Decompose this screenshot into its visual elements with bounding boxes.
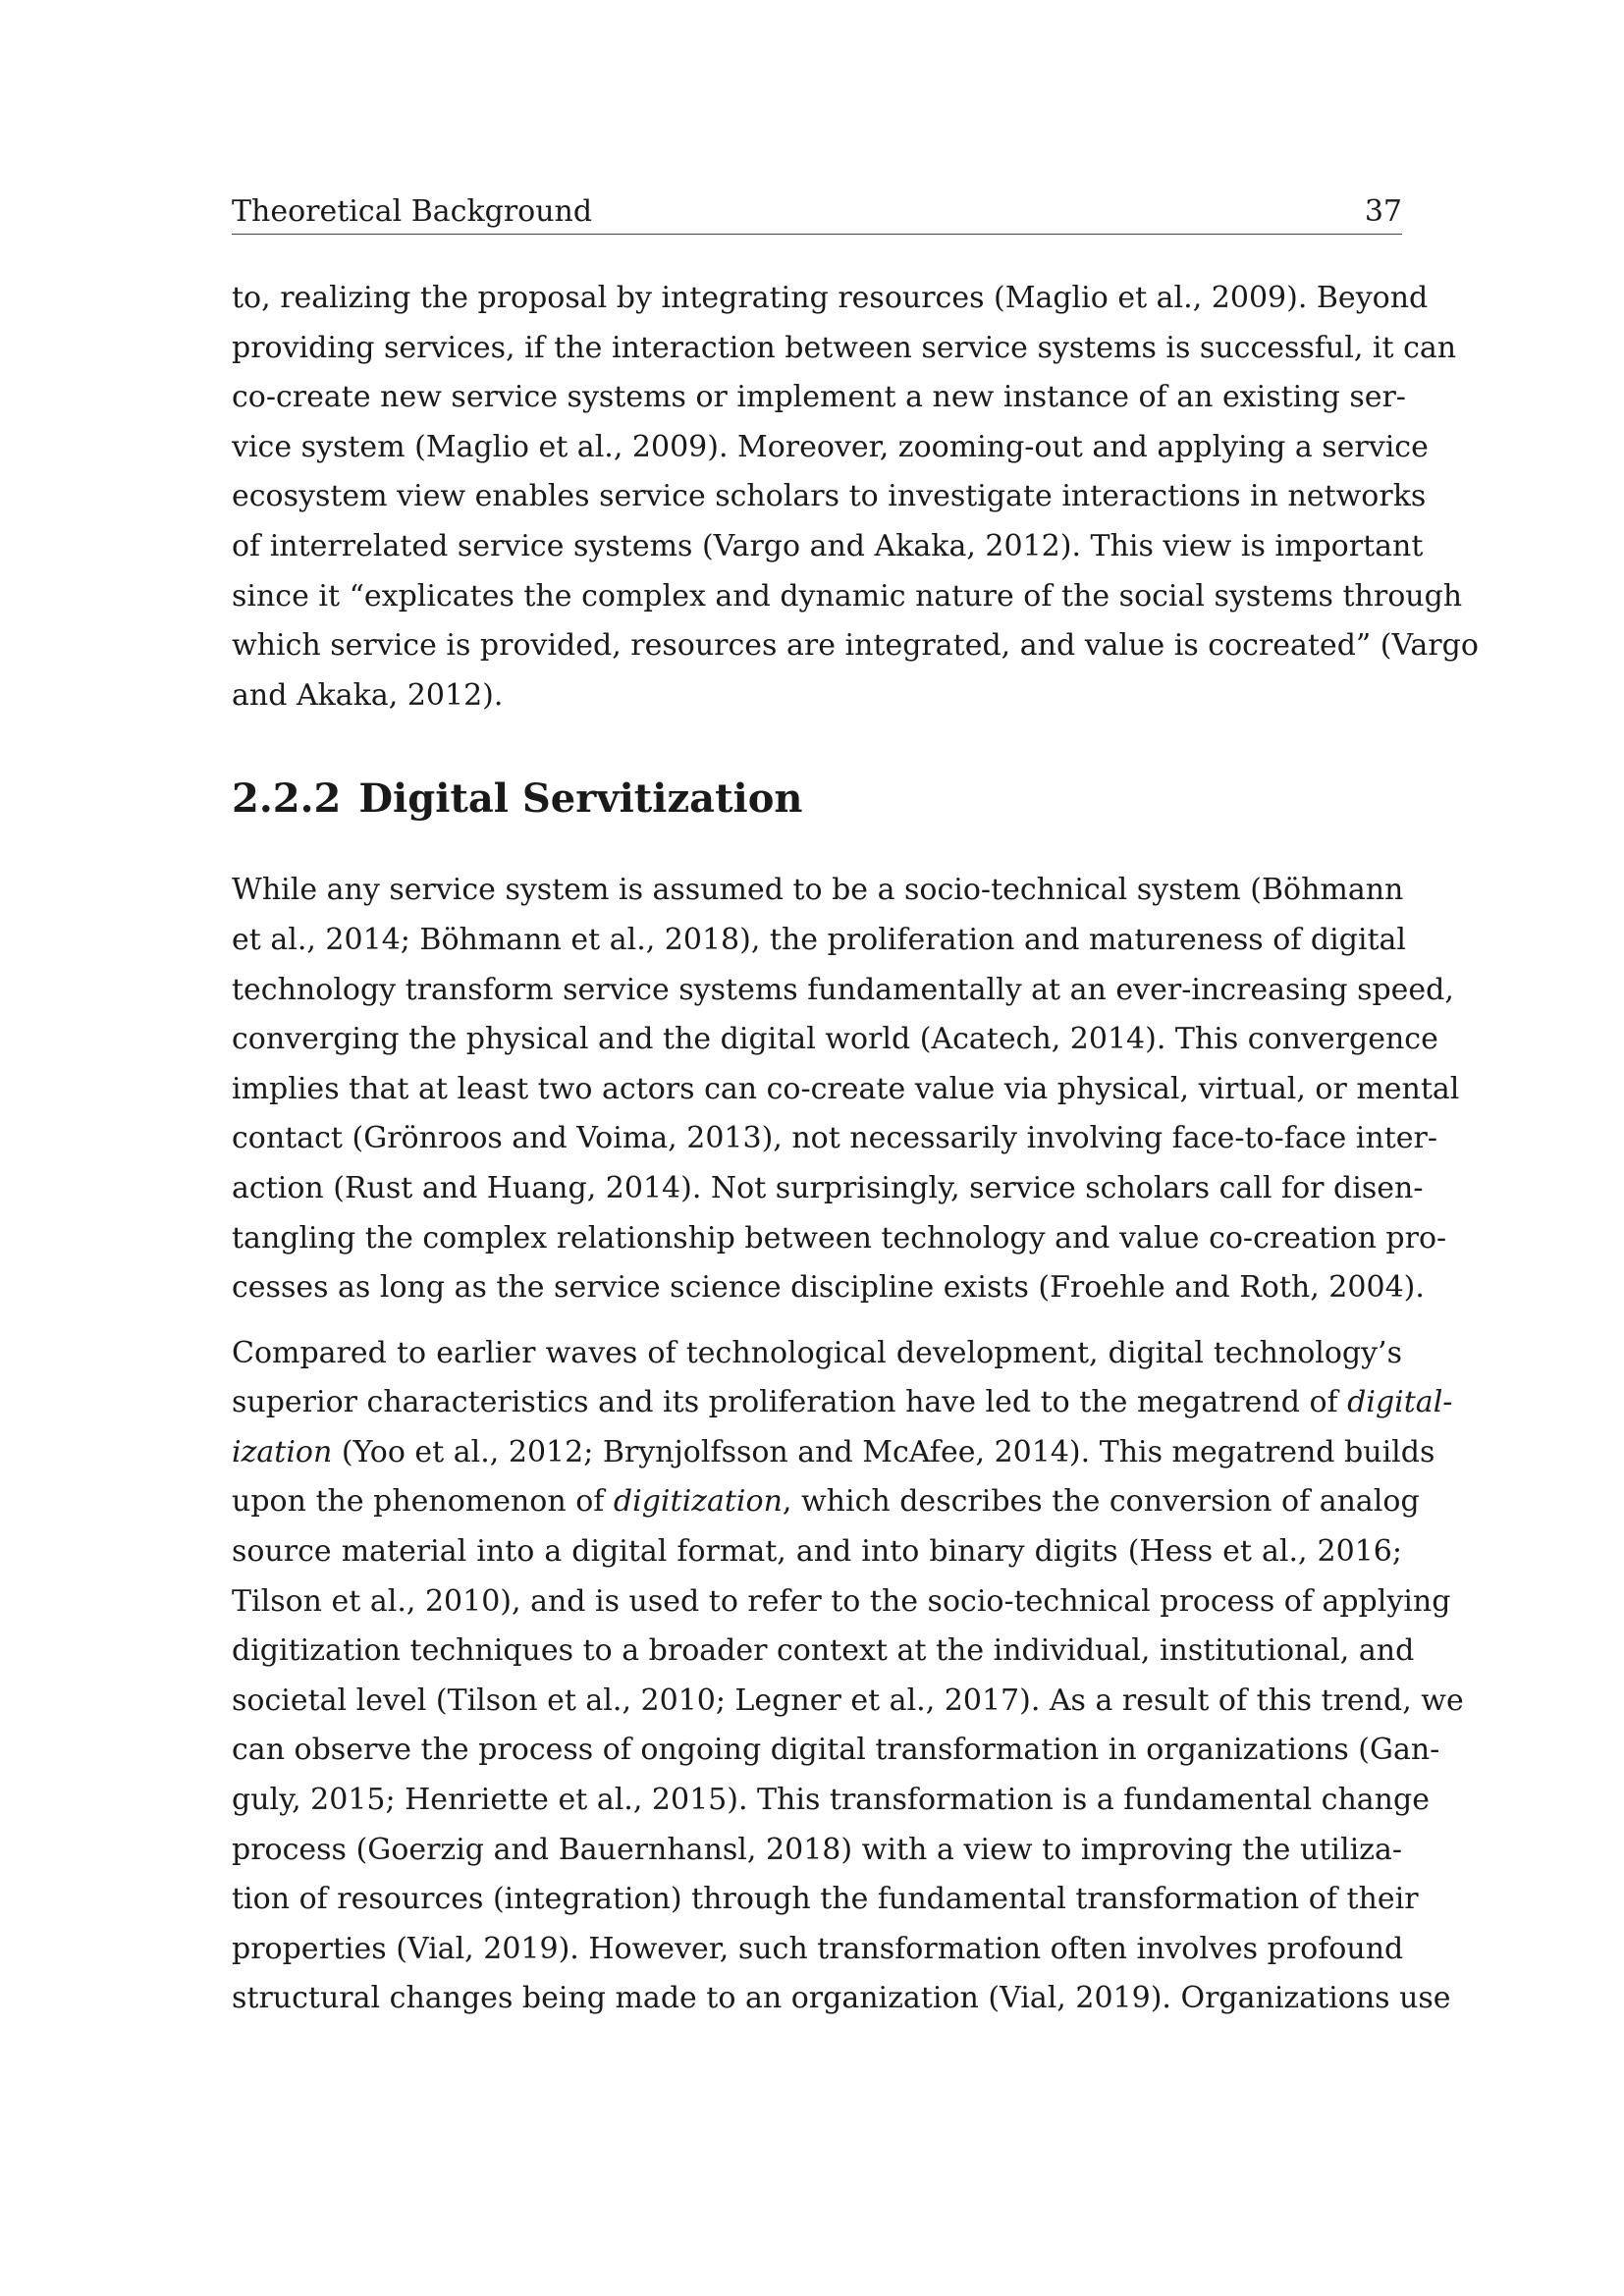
text-line: converging the physical and the digital world (Acatech, 2014). This convergence xyxy=(232,1022,1438,1057)
text-line: providing services, if the interaction between service systems is successful, it can xyxy=(232,330,1457,365)
text-line: Tilson et al., 2010), and is used to refer to the socio-technical process of applying xyxy=(232,1583,1451,1619)
text-line: digitization techniques to a broader context at the individual, institutional, and xyxy=(232,1633,1415,1669)
text-line: and Akaka, 2012). xyxy=(232,677,504,713)
paragraph-1 xyxy=(232,866,1460,1312)
text-line: structural changes being made to an organization (Vial, 2019). Organizations use xyxy=(232,1981,1451,2016)
body-text xyxy=(232,274,1479,2024)
section-heading xyxy=(232,772,1402,827)
text-segment: , which describes the conversion of analog xyxy=(782,1484,1420,1520)
header-title: Theoretical Background xyxy=(232,194,593,229)
text-line: vice system (Maglio et al., 2009). Moreover, zooming-out and applying a service xyxy=(232,429,1429,464)
section-title: Digital Servitization xyxy=(358,775,803,823)
running-header xyxy=(232,192,1402,235)
text-line: since it “explicates the complex and dynamic nature of the social systems through xyxy=(232,578,1463,614)
text-line: source material into a digital format, and into binary digits (Hess et al., 2016; xyxy=(232,1534,1402,1570)
text-line: action (Rust and Huang, 2014). Not surprisingly, service scholars call for disen- xyxy=(232,1170,1424,1205)
text-line: which service is provided, resources are integrated, and value is cocreated” (Vargo xyxy=(232,628,1479,664)
paragraph-continuation xyxy=(232,274,1479,721)
text-line: tion of resources (integration) through the fundamental transformation of their xyxy=(232,1882,1419,1917)
text-line: societal level (Tilson et al., 2010; Legner et al., 2017). As a result of this trend, we xyxy=(232,1682,1464,1718)
italic-term: digitization xyxy=(613,1484,783,1520)
text-line: cesses as long as the service science discipline exists (Froehle and Roth, 2004). xyxy=(232,1270,1425,1306)
page xyxy=(232,192,1479,2040)
text-line: et al., 2014; Böhmann et al., 2018), the proliferation and matureness of digital xyxy=(232,922,1407,957)
paragraph-2 xyxy=(232,1329,1464,2024)
text-line: contact (Grönroos and Voima, 2013), not necessarily involving face-to-face inter- xyxy=(232,1121,1437,1156)
text-line xyxy=(232,1428,1435,1478)
text-segment: upon the phenomenon of xyxy=(232,1484,614,1520)
text-line: guly, 2015; Henriette et al., 2015). This transformation is a fundamental change xyxy=(232,1783,1430,1818)
text-segment: superior characteristics and its proliferation have led to the megatrend of xyxy=(232,1385,1348,1420)
text-line: ecosystem view enables service scholars to investigate interactions in networks xyxy=(232,479,1427,514)
text-segment: (Yoo et al., 2012; Brynjolfsson and McAfee, 2014). This megatrend builds xyxy=(332,1434,1435,1469)
text-line: co-create new service systems or implement a new instance of an existing ser- xyxy=(232,380,1406,415)
text-line: to, realizing the proposal by integrating resources (Maglio et al., 2009). Beyond xyxy=(232,281,1429,315)
text-line: Compared to earlier waves of technological development, digital technology’s xyxy=(232,1335,1402,1370)
text-line: can observe the process of ongoing digital transformation in organizations (Gan- xyxy=(232,1733,1440,1768)
italic-term: digital- xyxy=(1347,1385,1453,1420)
text-line: process (Goerzig and Bauernhansl, 2018) with a view to improving the utiliza- xyxy=(232,1832,1402,1867)
page-number: 37 xyxy=(1364,194,1402,229)
text-line: tangling the complex relationship between technology and value co-creation pro- xyxy=(232,1220,1447,1255)
text-line: of interrelated service systems (Vargo and Akaka, 2012). This view is important xyxy=(232,528,1424,563)
text-line: implies that at least two actors can co-create value via physical, virtual, or mental xyxy=(232,1071,1460,1106)
text-line: While any service system is assumed to be a socio-technical system (Böhmann xyxy=(232,873,1404,908)
italic-term: ization xyxy=(232,1434,333,1469)
text-line xyxy=(232,1477,1420,1527)
text-line xyxy=(232,1378,1453,1428)
section-number: 2.2.2 xyxy=(232,775,342,823)
text-line: technology transform service systems fundamentally at an ever-increasing speed, xyxy=(232,972,1454,1007)
text-line: properties (Vial, 2019). However, such transformation often involves profound xyxy=(232,1931,1404,1966)
